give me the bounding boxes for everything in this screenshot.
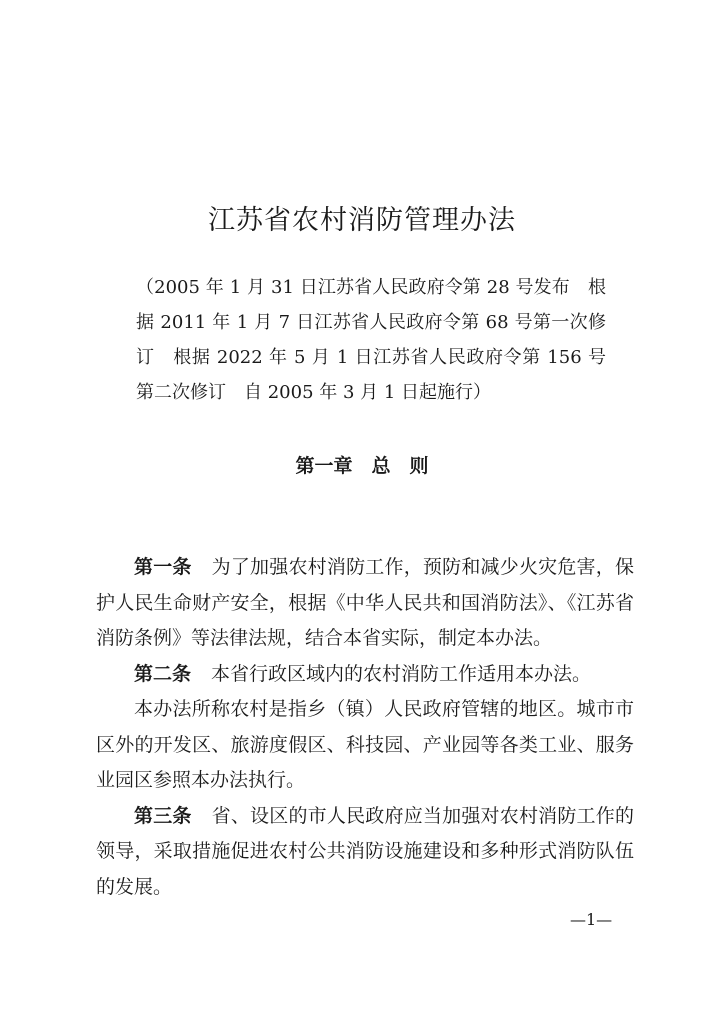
article-number: 第二条 bbox=[134, 662, 192, 685]
article-text: 本省行政区域内的农村消防工作适用本办法。 bbox=[211, 662, 592, 685]
chapter-heading: 第一章 总 则 bbox=[295, 455, 429, 477]
article-paragraph bbox=[96, 657, 634, 693]
article-paragraph bbox=[96, 799, 634, 906]
issuance-note: （2005 年 1 月 31 日江苏省人民政府令第 28 号发布 根据 2011 年 1 月 7 日江苏省人民政府令第 68 号第一次修订 根据 2022 年 5 月 1 日江苏省人民政府令第 156 号第二次修订 自 2005 年 3 月 1 日起施行） bbox=[136, 277, 606, 403]
article-text: 为了加强农村消防工作，预防和减少火灾危害，保护人民生命财产安全，根据《中华人民共和国消防法》、《江苏省消防条例》等法律法规，结合本省实际，制定本办法。 bbox=[96, 556, 634, 649]
article-text: 本办法所称农村是指乡（镇）人民政府管辖的地区。城市市区外的开发区、旅游度假区、科技园、产业园等各类工业、服务业园区参照本办法执行。 bbox=[96, 698, 634, 791]
article-text: 省、设区的市人民政府应当加强对农村消防工作的领导，采取措施促进农村公共消防设施建设和多种形式消防队伍的发展。 bbox=[96, 804, 634, 898]
article-number: 第三条 bbox=[134, 804, 192, 827]
page-number: —1— bbox=[570, 910, 613, 929]
article-number: 第一条 bbox=[134, 556, 192, 578]
article-paragraph bbox=[96, 550, 634, 657]
article-body bbox=[96, 550, 634, 905]
document-title: 江苏省农村消防管理办法 bbox=[208, 205, 516, 236]
article-paragraph bbox=[96, 692, 634, 799]
